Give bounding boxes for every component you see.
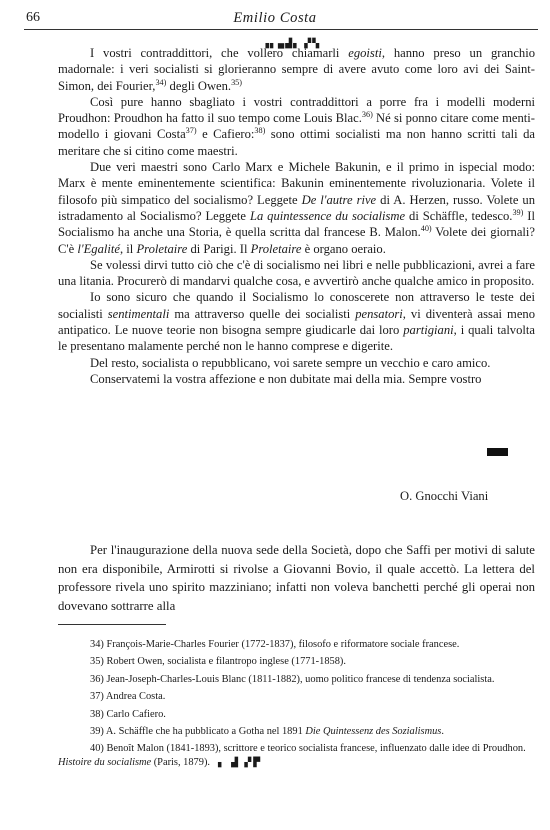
footnote-ref: 38) bbox=[254, 126, 266, 136]
ink-blot bbox=[487, 448, 508, 456]
footnotes bbox=[58, 638, 535, 773]
footnote-number: 36) bbox=[90, 673, 104, 685]
footnote: 38) Carlo Cafiero. bbox=[90, 708, 166, 720]
letter-paragraph: Così pure hanno sbagliato i vostri contraddittori a porre fra i modelli moderni Proudhon: Proudhon ha fatto il suo tempo come Louis Blac.$^{36)}$ Né si ponno citare come menti-modello i giovani Costa$^{37)}$ e Cafiero:$^{38)}$ sono ottimi socialisti ma non hanno scritti tali da meritare che si citino come maestri. bbox=[58, 94, 535, 158]
narrative-text bbox=[58, 541, 535, 615]
footnote-ref: 40) bbox=[420, 224, 432, 234]
footnote-number: 40) bbox=[90, 743, 104, 755]
page-header bbox=[0, 10, 550, 30]
footnote: 36) Jean-Joseph-Charles-Louis Blanc (1811-1882), uomo politico francese di tendenza socialista. bbox=[90, 673, 495, 685]
letter-paragraph: Io sono sicuro che quando il Socialismo lo conoscerete non attraverso le teste dei socialisti sentimentali ma attraverso quelle dei socialisti pensatori, vi diventerà assai meno antipatico. Le nuove teorie non bisogna sempre giudicarle dai loro partigiani, i quali talvolta le presentano malamente perché non le hanno comprese e digerite. bbox=[58, 290, 535, 354]
footnote: 34) François-Marie-Charles Fourier (1772-1837), filosofo e riformatore sociale francese. bbox=[90, 639, 460, 650]
footnote-number: 37) bbox=[90, 691, 104, 703]
letter-paragraph: I vostri contraddittori, che vollero chiamarli egoisti, hanno preso un granchio madornale: i veri socialisti si glorieranno sempre di avere avuto come loro avi dei Saint-Simon, dei Fourier,$^{34)}$ degli Owen.$^{35)}$ bbox=[58, 46, 536, 93]
footnote-number: 39) bbox=[90, 725, 104, 737]
footnote-ref: 39) bbox=[512, 207, 524, 217]
footnote: 40) Benoît Malon (1841-1893), scrittore e teorico socialista francese, influenzato dalle idee di Proudhon. Histoire du socialisme (Paris, 1879). ▖ ▟ ▞▛ bbox=[58, 743, 526, 768]
running-head: Emilio Costa bbox=[233, 10, 317, 26]
footnote: 37) Andrea Costa. bbox=[90, 691, 166, 703]
footnote-rule bbox=[58, 624, 166, 625]
footnote-number: 34) bbox=[90, 639, 104, 650]
footnote: 35) Robert Owen, socialista e filantropo inglese (1771-1858). bbox=[90, 656, 346, 668]
footnote-number: 35) bbox=[90, 656, 104, 668]
footnote-ref: 36) bbox=[361, 110, 373, 119]
narrative-paragraph: Per l'inaugurazione della nuova sede della Società, dopo che Saffi per motivi di salute non era disponibile, Armirotti si rivolse a Giovanni Bovio, il quale accettò. La lettera del professore rivela uno spirito mazziniano; infatti non voleva banchetti perché gli operai non dovevano sottrarre alla bbox=[58, 543, 535, 613]
footnote-ref: 37) bbox=[185, 126, 197, 136]
scan-mark: ▖ ▟ ▞▛ bbox=[218, 756, 263, 767]
footnote-ref: 35) bbox=[231, 77, 242, 87]
header-rule bbox=[24, 29, 538, 30]
footnote-number: 38) bbox=[90, 708, 104, 720]
letter-paragraph: Del resto, socialista o repubblicano, voi sarete sempre un vecchio e caro amico. bbox=[90, 355, 491, 370]
letter-signature: O. Gnocchi Viani bbox=[400, 489, 489, 503]
letter-paragraph: Due veri maestri sono Carlo Marx e Michele Bakunin, e il primo in ispecial modo: Marx è mente eminentemente scientifica: Bakunin eminentemente rivoluzionaria. Volete il filosofo più simpatico del socialismo? Leggete De l'autre rive di A. Herzen, russo. Volete un istradamento al Socialismo? Leggete La quintessence du socialisme di Schäffle, tedesco.$^{39)}$ Il Socialismo ha anche una Storia, è quella scritta dal francese B. Malon.$^{40)}$ Volete dei giornali? C'è l'Egalité, il Proletaire di Parigi. Il Proletaire è organo oeraio. bbox=[58, 160, 535, 256]
letter-paragraph: Se volessi dirvi tutto ciò che c'è di socialismo nei libri e nelle pubblicazioni, avrei a fare una litania. Procurerò di mandarvi qualche cosa, e avvertirò anche qualche amico in proposito. bbox=[58, 257, 535, 289]
letter-text bbox=[58, 45, 535, 387]
footnote: 39) A. Schäffle che ha pubblicato a Gotha nel 1891 Die Quintessenz des Sozialismus. bbox=[90, 725, 444, 737]
scan-specks: ▗▖▄▟▖ ▞▚ bbox=[262, 38, 321, 48]
letter-paragraph: Conservatemi la vostra affezione e non dubitate mai della mia. Sempre vostro bbox=[90, 371, 482, 386]
footnote-ref: 34) bbox=[155, 77, 167, 87]
page-number: 66 bbox=[26, 10, 40, 25]
